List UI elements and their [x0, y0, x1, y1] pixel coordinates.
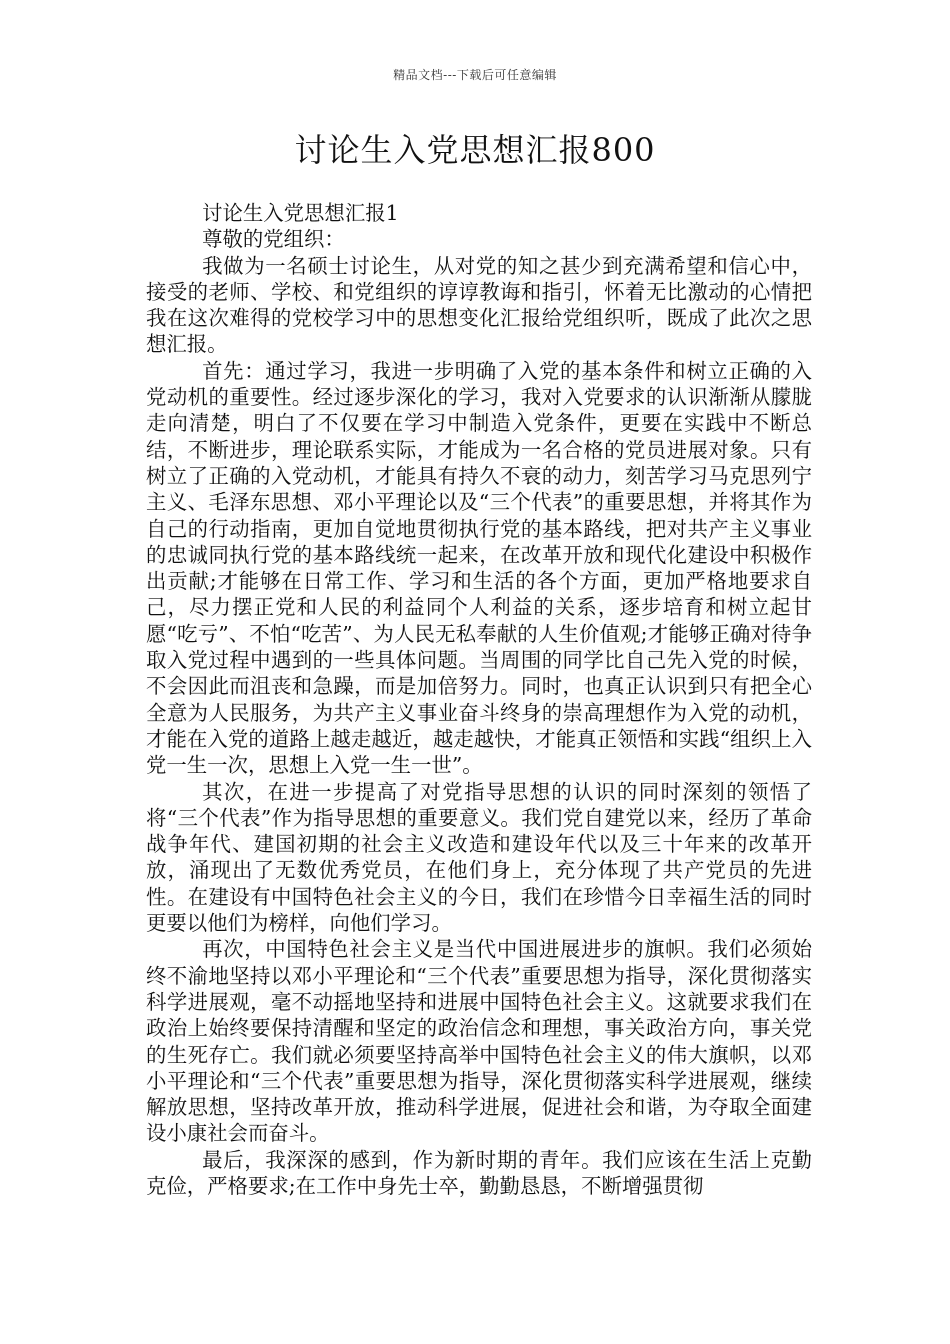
paragraph-first: 首先：通过学习，我进一步明确了入党的基本条件和树立正确的入党动机的重要性。经过逐步深化的学习，我对入党要求的认识渐渐从朦胧走向清楚，明白了不仅要在学习中制造入党条件，更要在实践中不断总结，不断进步，理论联系实际，才能成为一名合格的党员进展对象。只有树立了正确的入党动机，才能具有持久不衰的动力，刻苦学习马克思列宁主义、毛泽东思想、邓小平理论以及“三个代表”的重要思想，并将其作为自己的行动指南，更加自觉地贯彻执行党的基本路线，把对共产主义事业的忠诚同执行党的基本路线统一起来，在改革开放和现代化建设中积极作出贡献;才能够在日常工作、学习和生活的各个方面，更加严格地要求自己，尽力摆正党和人民的利益同个人利益的关系，逐步培育和树立起甘愿“吃亏”、不怕“吃苦”、为人民无私奉献的人生价值观;才能够正确对待争取入党过程中遇到的一些具体问题。当周围的同学比自己先入党的时候，不会因此而沮丧和急躁，而是加倍努力。同时，也真正认识到只有把全心全意为人民服务，为共产主义事业奋斗终身的崇高理想作为入党的动机，才能在入党的道路上越走越近，越走越快，才能真正领悟和实践“组织上入党一生一次，思想上入党一生一世”。 — [146, 358, 812, 778]
document-title: 讨论生入党思想汇报800 — [294, 131, 656, 169]
paragraph-last: 最后，我深深的感到，作为新时期的青年。我们应该在生活上克勤克俭，严格要求;在工作中身先士卒，勤勤恳恳，不断增强贯彻 — [146, 1147, 812, 1198]
paragraph-third: 再次，中国特色社会主义是当代中国进展进步的旗帜。我们必须始终不渝地坚持以邓小平理论和“三个代表”重要思想为指导，深化贯彻落实科学进展观，毫不动摇地坚持和进展中国特色社会主义。这就要求我们在政治上始终要保持清醒和坚定的政治信念和理想，事关政治方向，事关党的生死存亡。我们就必须要坚持高举中国特色社会主义的伟大旗帜，以邓小平理论和“三个代表”重要思想为指导，深化贯彻落实科学进展观，继续解放思想，坚持改革开放，推动科学进展，促进社会和谐，为夺取全面建设小康社会而奋斗。 — [146, 937, 812, 1146]
salutation: 尊敬的党组织： — [202, 227, 345, 252]
document-body — [146, 200, 812, 1199]
section-heading: 讨论生入党思想汇报1 — [202, 201, 399, 225]
header-note: 精品文档---下载后可任意编辑 — [393, 68, 557, 82]
paragraph-second: 其次，在进一步提高了对党指导思想的认识的同时深刻的领悟了将“三个代表”作为指导思想的重要意义。我们党自建党以来，经历了革命战争年代、建国初期的社会主义改造和建设年代以及三十年来的改革开放，涌现出了无数优秀党员，在他们身上，充分体现了共产党员的先进性。在建设有中国特色社会主义的今日，我们在珍惜今日幸福生活的同时更要以他们为榜样，向他们学习。 — [146, 779, 812, 936]
paragraph-intro: 我做为一名硕士讨论生，从对党的知之甚少到充满希望和信心中，接受的老师、学校、和党组织的谆谆教诲和指引，怀着无比激动的心情把我在这次难得的党校学习中的思想变化汇报给党组织听，既成了此次之思想汇报。 — [146, 253, 812, 357]
